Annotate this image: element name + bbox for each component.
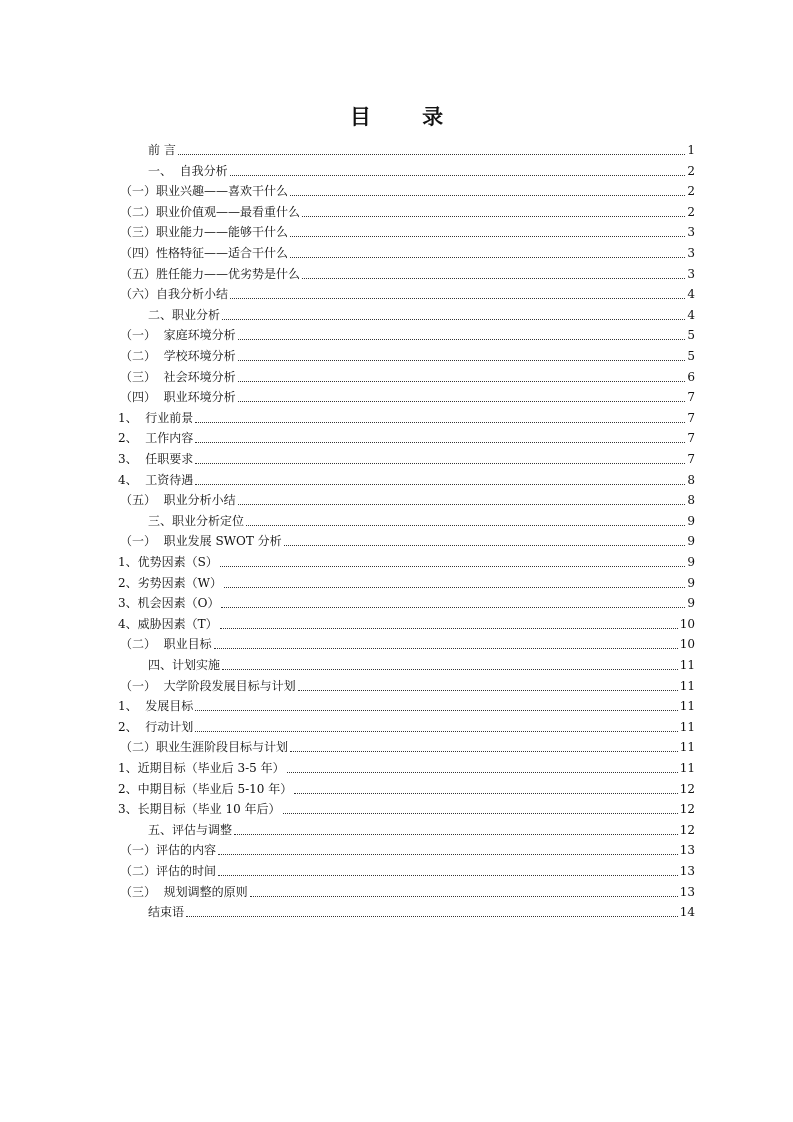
dot-leader [186,915,678,917]
dot-leader [224,586,685,588]
toc-entry-label: 1、近期目标（毕业后 3-5 年） [118,761,285,775]
toc-entry-page-number: 3 [687,266,695,281]
toc-entry-label: （二） 学校环境分析 [120,349,236,363]
dot-leader [290,235,685,237]
toc-entry[interactable] [120,488,695,508]
toc-entry-label: （二） 职业目标 [120,637,212,652]
toc-entry-label: 3、长期目标（毕业 10 年后） [118,802,281,817]
toc-entry-label: 二、职业分析 [148,307,221,322]
toc-entry-label: 2、 工作内容 [118,431,194,446]
dot-leader [302,277,685,279]
toc-entry-page-number: 11 [679,699,695,714]
toc-entry-label: 2、 行动计划 [118,719,194,734]
toc-entry-page-number: 9 [687,596,695,611]
toc-entry[interactable] [120,735,695,755]
toc-entry[interactable] [118,550,695,570]
toc-entry-label: 四、计划实施 [148,658,221,672]
toc-entry-label: 结束语 [148,905,185,920]
toc-entry-label: 前 言 [148,143,176,157]
toc-entry-page-number: 11 [679,761,695,775]
dot-leader [238,400,685,402]
dot-leader [214,647,678,649]
toc-entry-label: 4、威胁因素（T） [118,616,218,631]
toc-entry-page-number: 9 [687,555,695,569]
toc-entry[interactable] [120,282,695,302]
toc-entry-page-number: 7 [687,410,695,425]
toc-entry[interactable] [118,447,695,467]
dot-leader [220,627,678,629]
toc-entry-label: （二）职业生涯阶段目标与计划 [120,740,289,755]
dot-leader [218,874,678,876]
toc-entry[interactable] [118,426,695,446]
toc-entry-page-number: 11 [679,678,695,693]
toc-entry-page-number: 4 [687,287,695,302]
toc-entry-label: 4、 工资待遇 [118,472,194,487]
dot-leader [290,256,685,258]
toc-entry-page-number: 7 [687,431,695,446]
dot-leader [238,338,685,340]
toc-entry-label: （一） 大学阶段发展目标与计划 [120,678,296,693]
toc-entry[interactable] [118,406,695,426]
toc-entry-label: （四） 职业环境分析 [120,390,236,405]
dot-leader [218,853,678,855]
toc-entry-page-number: 9 [687,534,695,549]
toc-entry[interactable] [148,818,695,838]
dot-leader [294,792,677,794]
toc-entry-page-number: 5 [687,328,695,343]
toc-entry-label: 1、优势因素（S） [118,555,218,569]
toc-entry[interactable] [120,385,695,405]
dot-leader [195,483,685,485]
dot-leader [195,462,685,464]
toc-entry[interactable] [118,777,695,797]
toc-entry-page-number: 9 [687,575,695,590]
toc-entry[interactable] [120,674,695,694]
dot-leader [238,359,685,361]
toc-entry-page-number: 11 [679,740,695,755]
toc-entry-label: （一）评估的内容 [120,843,217,858]
toc-entry-page-number: 9 [687,513,695,528]
toc-entry[interactable] [120,632,695,652]
toc-entry[interactable] [148,138,695,158]
toc-entry-page-number: 3 [687,246,695,260]
toc-entry-page-number: 13 [679,884,695,899]
toc-entry[interactable] [120,241,695,261]
toc-entry[interactable] [120,200,695,220]
toc-entry-label: （二）评估的时间 [120,864,217,878]
dot-leader [238,503,685,505]
dot-leader [234,833,678,835]
toc-entry-page-number: 4 [687,307,695,322]
dot-leader [221,606,685,608]
dot-leader [298,689,678,691]
toc-entry-page-number: 2 [687,184,695,199]
toc-entry[interactable] [120,529,695,549]
toc-entry-page-number: 10 [679,637,695,652]
dot-leader [230,174,685,176]
dot-leader [195,421,685,423]
toc-entry-page-number: 7 [687,452,695,466]
toc-entry[interactable] [120,262,695,282]
toc-entry[interactable] [120,220,695,240]
toc-entry-page-number: 1 [687,143,695,157]
toc-entry[interactable] [120,838,695,858]
toc-entry-page-number: 10 [679,616,695,631]
toc-entry[interactable] [118,591,695,611]
toc-entry-label: 1、 行业前景 [118,410,194,425]
toc-entry[interactable] [148,653,695,673]
toc-entry[interactable] [148,900,695,920]
toc-entry-page-number: 12 [679,781,695,796]
toc-entry-page-number: 13 [679,864,695,878]
toc-entry-label: （四）性格特征——适合干什么 [120,246,289,260]
dot-leader [222,668,678,670]
toc-entry[interactable] [148,509,695,529]
toc-entry-label: 五、评估与调整 [148,822,233,837]
toc-entry-label: 2、劣势因素（W） [118,575,222,590]
page-title: 目 录 [349,104,466,129]
toc-entry-label: 2、中期目标（毕业后 5-10 年） [118,781,293,796]
toc-entry[interactable] [120,859,695,879]
toc-entry-page-number: 6 [687,369,695,384]
toc-entry-label: （二）职业价值观——最看重什么 [120,204,301,219]
dot-leader [195,709,677,711]
toc-entry[interactable] [120,365,695,385]
dot-leader [302,215,685,217]
toc-entry[interactable] [118,468,695,488]
dot-leader [220,565,685,567]
toc-entry-page-number: 12 [679,802,695,817]
toc-entry[interactable] [148,303,695,323]
toc-entry[interactable] [118,756,695,776]
toc-entry-label: 三、职业分析定位 [148,513,245,528]
toc-entry-page-number: 2 [687,163,695,178]
dot-leader [290,750,678,752]
dot-leader [178,153,685,155]
dot-leader [290,194,685,196]
toc-entry-page-number: 8 [687,472,695,487]
toc-entry-label: （三） 规划调整的原则 [120,884,248,899]
toc-entry-label: （一）职业兴趣——喜欢干什么 [120,184,289,199]
toc-entry[interactable] [120,880,695,900]
toc-entry[interactable] [118,612,695,632]
toc-entry-label: （一） 家庭环境分析 [120,328,236,343]
toc-entry-page-number: 13 [679,843,695,858]
toc-entry-page-number: 5 [687,349,695,363]
toc-entry-page-number: 7 [687,390,695,405]
dot-leader [246,524,685,526]
toc-entry[interactable] [120,179,695,199]
toc-entry-page-number: 8 [687,493,695,508]
toc-entry-page-number: 14 [679,905,695,920]
toc-entry[interactable] [148,159,695,179]
toc-entry-page-number: 12 [679,822,695,837]
toc-entry-label: 3、 任职要求 [118,452,194,466]
dot-leader [283,812,678,814]
toc-entry[interactable] [118,571,695,591]
dot-leader [250,895,678,897]
dot-leader [230,297,685,299]
dot-leader [195,441,685,443]
toc-entry-label: （三）职业能力——能够干什么 [120,225,289,240]
toc-entry[interactable] [118,715,695,735]
dot-leader [238,380,685,382]
dot-leader [222,318,685,320]
toc-entry[interactable] [118,694,695,714]
dot-leader [287,771,678,773]
toc-entry-label: （五）胜任能力——优劣势是什么 [120,266,301,281]
toc-entry-page-number: 3 [687,225,695,240]
toc-entry-label: 3、机会因素（O） [118,596,220,611]
toc-entry-label: （六）自我分析小结 [120,287,229,302]
toc-entry[interactable] [120,344,695,364]
toc-entry-label: （三） 社会环境分析 [120,369,236,384]
dot-leader [195,730,677,732]
toc-entry[interactable] [120,323,695,343]
toc-entry-page-number: 2 [687,204,695,219]
toc-entry-label: 1、 发展目标 [118,699,194,714]
toc-entry-label: （一） 职业发展 SWOT 分析 [120,534,282,549]
toc-entry-page-number: 11 [679,719,695,734]
toc-entry-label: 一、 自我分析 [148,163,228,178]
toc-entry-page-number: 11 [679,658,695,672]
dot-leader [284,544,685,546]
toc-entry-label: （五） 职业分析小结 [120,493,236,508]
toc-entry[interactable] [118,797,695,817]
